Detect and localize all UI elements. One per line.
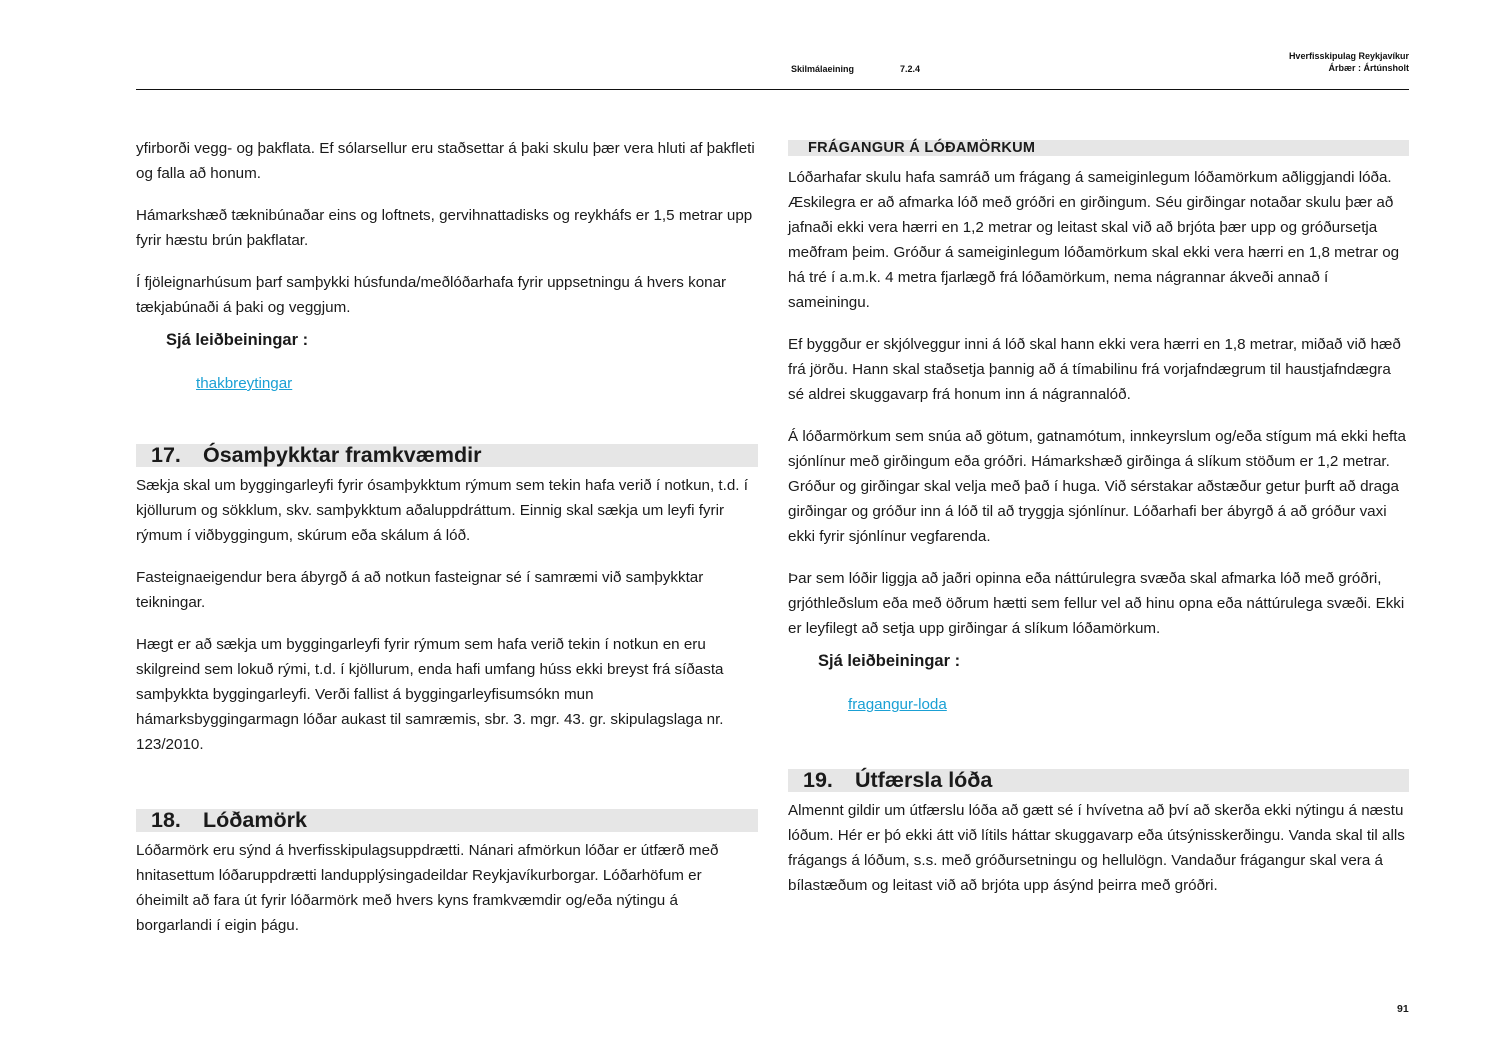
paragraph: Lóðarmörk eru sýnd á hverfisskipulagsuppdrætti. Nánari afmörkun lóðar er útfærð með hnitasettum lóðaruppdrætti landupplýsingadeildar Reykjavíkurborgar. Lóðarhöfum er óheimilt að fara út fyrir lóðarmörk með hvers kyns framkvæmdir og/eða nýtingu á borgarlandi í eigin þágu. [136,842,719,934]
section-heading-19 [788,769,1409,792]
page-number: 91 [1397,1003,1409,1015]
see-guidelines-label: Sjá leiðbeiningar : [818,652,961,670]
paragraph: Almennt gildir um útfærslu lóða að gætt sé í hvívetna að því að skerða ekki nýtingu á næstu lóðum. Hér er þó ekki átt við lítils háttar skuggavarp eða útsýnisskerðingu. Vanda skal til alls frágangs á lóðum, s.s. með gróðursetningu og hellulögn. Vandaður frágangur skal vera á bílastæðum og leitast við að brjóta upp ásýnd þeirra með gróðri. [788,802,1405,894]
section-heading-17 [136,444,758,467]
section-number: 18. [151,808,181,832]
subsection-heading: FRÁGANGUR Á LÓÐAMÖRKUM [788,140,1409,156]
header-doc-subtitle: Árbær : Ártúnsholt [1328,63,1409,73]
header-section-label: Skilmálaeining [791,64,855,74]
paragraph: Í fjöleignarhúsum þarf samþykki húsfunda/meðlóðarhafa fyrir uppsetningu á hvers konar tækjabúnaði á þaki og veggjum. [136,274,727,316]
paragraph: yfirborði vegg- og þakflata. Ef sólarsellur eru staðsettar á þaki skulu þær vera hluti af þakfleti og falla að honum. [136,140,755,182]
paragraph: Fasteignaeigendur bera ábyrgð á að notkun fasteignar sé í samræmi við samþykktar teikningar. [136,569,704,611]
section-title: Ósamþykktar framkvæmdir [203,443,482,467]
see-guidelines-label: Sjá leiðbeiningar : [166,331,309,349]
section-heading-18 [136,809,758,832]
section-title: Útfærsla lóða [855,768,993,792]
right-column [788,140,1409,898]
header-section-number: 7.2.4 [900,64,921,74]
guideline-link-fragangur-loda[interactable]: fragangur-loda [848,696,947,713]
header-divider [136,89,1409,90]
paragraph: Á lóðarmörkum sem snúa að götum, gatnamótum, innkeyrslum og/eða stígum má ekki hefta sjónlínur með girðingum eða gróðri. Hámarkshæð girðinga á slíkum stöðum er 1,2 metrar. Gróður og girðingar skal velja með það í huga. Við sérstakar aðstæður getur þurft að draga girðingar og gróður inn á lóð til að tryggja sjónlínur. Lóðarhafi ber ábyrgð á að gróður vaxi ekki fyrir sjónlínur vegfarenda. [788,428,1406,545]
paragraph: Ef byggður er skjólveggur inni á lóð skal hann ekki vera hærri en 1,8 metrar, miðað við hæð frá jörðu. Hann skal staðsetja þannig að á tímabilinu frá vorjafndægrum til haustjafndægra sé aldrei skuggavarp frá honum inn á nágrannalóð. [788,336,1401,403]
paragraph: Þar sem lóðir liggja að jaðri opinna eða náttúrulegra svæða skal afmarka lóð með gróðri, grjóthleðslum eða með öðrum hætti sem fellur vel að hinu opna eða náttúrulega svæði. Ekki er leyfilegt að setja upp girðingar á slíkum lóðamörkum. [788,570,1405,637]
paragraph: Lóðarhafar skulu hafa samráð um frágang á sameiginlegum lóðamörkum aðliggjandi lóða. Æskilegra er að afmarka lóð með gróðri en girðingum. Séu girðingar notaðar skulu þær að jafnaði ekki vera hærri en 1,2 metrar og leitast skal við að brjóta þær upp og gróðursetja meðfram þeim. Gróður á sameiginlegum lóðamörkum skal ekki vera hærri en 1,8 metrar og há tré í a.m.k. 4 metra fjarlægð frá lóðamörkum, nema nágrannar ákveði annað í sameiningu. [788,169,1400,311]
paragraph: Sækja skal um byggingarleyfi fyrir ósamþykktum rýmum sem tekin hafa verið í notkun, t.d. í kjöllurum og sökklum, skv. samþykktum aðaluppdráttum. Einnig skal sækja um leyfi fyrir rýmum í viðbyggingum, skúrum eða skálum á lóð. [136,477,748,544]
section-number: 17. [151,443,181,467]
section-number: 19. [803,768,833,792]
section-title: Lóðamörk [203,808,307,832]
left-column [136,136,758,938]
paragraph: Hægt er að sækja um byggingarleyfi fyrir rýmum sem hafa verið tekin í notkun en eru skilgreind sem lokuð rými, t.d. í kjöllurum, enda hafi umfang húss ekki breyst frá síðasta samþykkta byggingarleyfi. Verði fallist á byggingarleyfisumsókn mun hámarksbyggingarmagn lóðar aukast til samræmis, sbr. 3. mgr. 43. gr. skipulagslaga nr. 123/2010. [136,636,724,753]
paragraph: Hámarkshæð tæknibúnaðar eins og loftnets, gervihnattadisks og reykháfs er 1,5 metrar upp fyrir hæstu brún þakflatar. [136,207,753,249]
header-doc-title: Hverfisskipulag Reykjavíkur [1288,51,1409,61]
guideline-link-thakbreytingar[interactable]: thakbreytingar [196,375,293,392]
